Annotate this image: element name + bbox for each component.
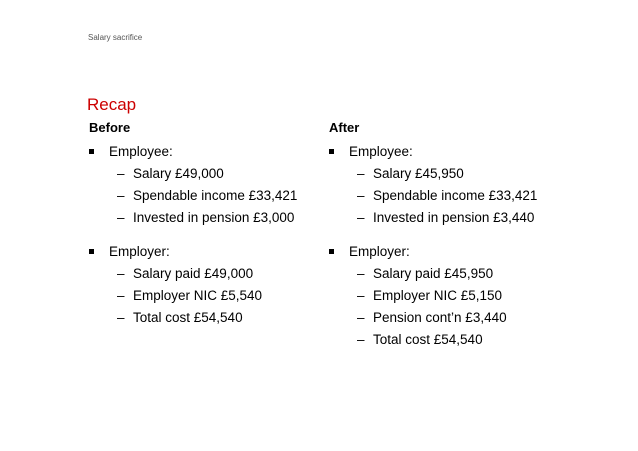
sub-item-text: Employer NIC £5,540 bbox=[133, 288, 263, 303]
group-employee-after bbox=[329, 141, 589, 229]
dash-icon: – bbox=[117, 188, 125, 203]
sub-item bbox=[329, 307, 589, 329]
sub-item-text: Spendable income £33,421 bbox=[133, 188, 298, 203]
dash-icon: – bbox=[117, 166, 125, 181]
bullet-label: Employer: bbox=[349, 244, 410, 259]
sub-item bbox=[329, 263, 589, 285]
dash-icon: – bbox=[357, 188, 365, 203]
bullet-item bbox=[329, 241, 589, 263]
header-label: Salary sacrifice bbox=[88, 33, 143, 42]
dash-icon: – bbox=[117, 266, 125, 281]
sub-item bbox=[89, 263, 349, 285]
bullet-item bbox=[89, 241, 349, 263]
slide-title: Recap bbox=[87, 95, 137, 114]
bullet-item bbox=[329, 141, 589, 163]
dash-icon: – bbox=[117, 210, 125, 225]
sub-item bbox=[329, 185, 589, 207]
group-employer-before bbox=[89, 241, 349, 329]
column-after bbox=[329, 121, 589, 351]
bullet-label: Employee: bbox=[109, 144, 173, 159]
sub-item-text: Salary paid £49,000 bbox=[133, 266, 254, 281]
sub-item bbox=[329, 207, 589, 229]
group-employee-before bbox=[89, 141, 349, 229]
dash-icon: – bbox=[357, 288, 365, 303]
sub-item-text: Total cost £54,540 bbox=[373, 332, 483, 347]
bullet-item bbox=[89, 141, 349, 163]
sub-item bbox=[329, 163, 589, 185]
sub-item bbox=[329, 329, 589, 351]
bullet-label: Employee: bbox=[349, 144, 413, 159]
sub-item bbox=[89, 163, 349, 185]
bullet-label: Employer: bbox=[109, 244, 170, 259]
sub-item bbox=[329, 285, 589, 307]
sub-item bbox=[89, 307, 349, 329]
sub-item-text: Spendable income £33,421 bbox=[373, 188, 538, 203]
sub-item-text: Total cost £54,540 bbox=[133, 310, 243, 325]
sub-item-text: Salary £45,950 bbox=[373, 166, 464, 181]
sub-item-text: Salary £49,000 bbox=[133, 166, 224, 181]
dash-icon: – bbox=[357, 210, 365, 225]
dash-icon: – bbox=[357, 310, 365, 325]
sub-item bbox=[89, 285, 349, 307]
sub-item-text: Invested in pension £3,440 bbox=[373, 210, 535, 225]
sub-item-text: Salary paid £45,950 bbox=[373, 266, 494, 281]
group-employer-after bbox=[329, 241, 589, 351]
dash-icon: – bbox=[117, 288, 125, 303]
sub-item-text: Employer NIC £5,150 bbox=[373, 288, 503, 303]
square-bullet-icon bbox=[329, 149, 334, 154]
dash-icon: – bbox=[357, 166, 365, 181]
dash-icon: – bbox=[117, 310, 125, 325]
square-bullet-icon bbox=[89, 149, 94, 154]
dash-icon: – bbox=[357, 266, 365, 281]
column-heading-before: Before bbox=[89, 120, 131, 135]
sub-item bbox=[89, 185, 349, 207]
sub-item-text: Pension cont’n £3,440 bbox=[373, 310, 507, 325]
sub-item-text: Invested in pension £3,000 bbox=[133, 210, 295, 225]
column-before bbox=[89, 121, 349, 329]
sub-item bbox=[89, 207, 349, 229]
dash-icon: – bbox=[357, 332, 365, 347]
square-bullet-icon bbox=[329, 249, 334, 254]
square-bullet-icon bbox=[89, 249, 94, 254]
column-heading-after: After bbox=[329, 120, 360, 135]
